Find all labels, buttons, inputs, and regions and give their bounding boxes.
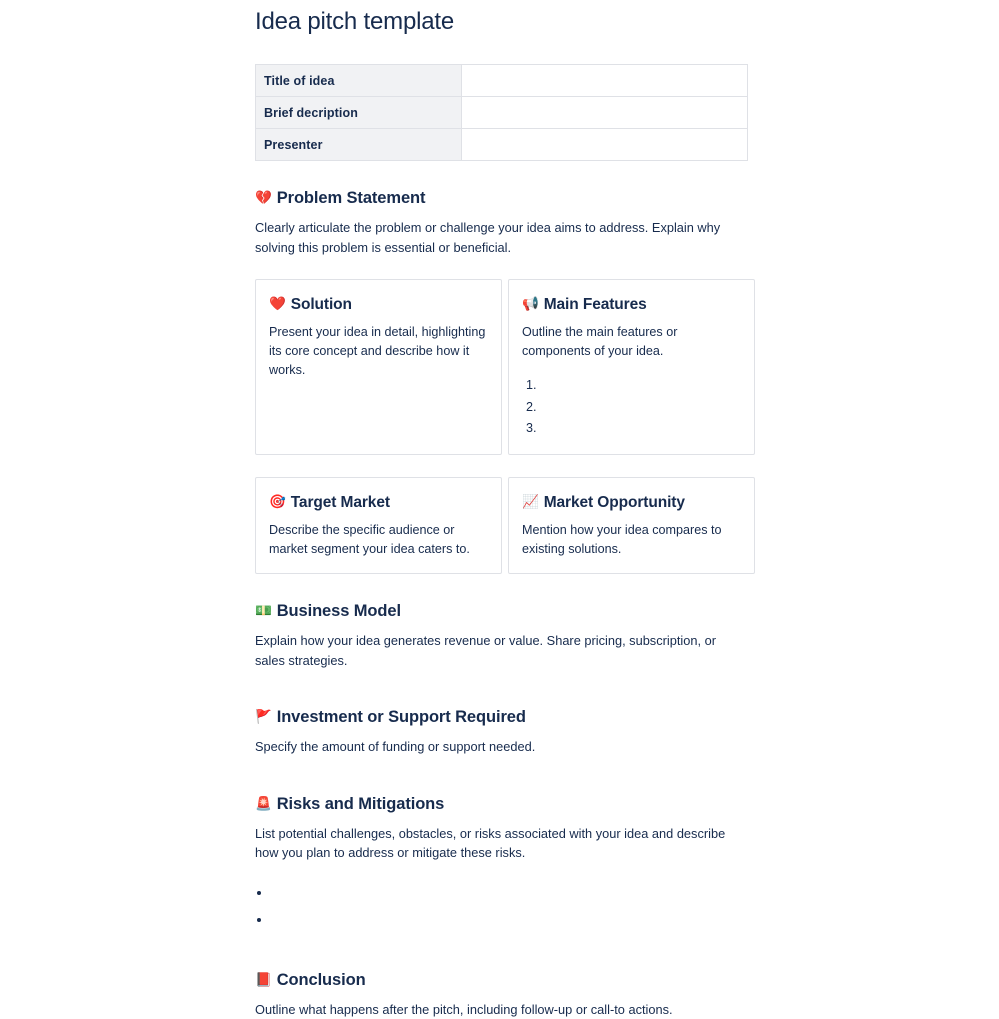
list-item[interactable]: [540, 418, 740, 440]
idea-info-table: [255, 64, 748, 161]
section-heading-text: Conclusion: [276, 970, 366, 989]
card-heading-text: Main Features: [543, 296, 647, 313]
main-features-numbered-list: [522, 375, 740, 440]
section-body-risks-and-mitigations: List potential challenges, obstacles, or risks associated with your idea and describe how you plan to address or mitigate these risks.: [255, 825, 726, 861]
table-value-brief-description[interactable]: [462, 97, 748, 129]
card-main-features: [508, 279, 755, 455]
section-conclusion: [255, 969, 755, 1019]
red-heart-icon: ❤️: [269, 296, 286, 311]
table-label-presenter: Presenter: [256, 129, 462, 161]
section-problem-statement: [255, 187, 755, 257]
section-body-problem-statement: Clearly articulate the problem or challenge your idea aims to address. Explain why solving this problem is essential or beneficial.: [255, 220, 721, 255]
section-heading-problem-statement: [255, 187, 755, 209]
card-heading-market-opportunity: [522, 492, 740, 513]
card-body-target-market: Describe the specific audience or market segment your idea caters to.: [269, 522, 470, 557]
section-heading-text: Problem Statement: [276, 189, 426, 207]
card-heading-text: Target Market: [290, 493, 390, 511]
bullseye-icon: 🎯: [269, 493, 286, 509]
broken-heart-icon: 💔: [255, 190, 272, 205]
section-heading-text: Business Model: [276, 602, 401, 621]
card-heading-solution: [269, 294, 487, 315]
card-row-market: [255, 477, 755, 574]
card-body-market-opportunity: Mention how your idea compares to existing solutions.: [522, 522, 722, 557]
spacer: [255, 757, 755, 767]
list-item[interactable]: [540, 397, 740, 419]
section-body-investment-required: Specify the amount of funding or support needed.: [255, 739, 536, 755]
card-heading-text: Market Opportunity: [543, 493, 685, 511]
page-title: Idea pitch template: [255, 8, 454, 35]
section-heading-text: Risks and Mitigations: [276, 794, 445, 813]
section-heading-risks-and-mitigations: [255, 793, 755, 815]
table-label-title-of-idea: Title of idea: [256, 65, 462, 97]
table-row: [256, 129, 748, 161]
spacer: [255, 933, 755, 943]
list-item[interactable]: [271, 906, 755, 933]
section-heading-investment-required: [255, 706, 755, 728]
closed-book-icon: 📕: [255, 971, 272, 987]
section-heading-conclusion: [255, 969, 755, 991]
police-light-icon: 🚨: [255, 795, 272, 811]
risks-bullet-list: [255, 879, 755, 933]
section-business-model: [255, 600, 755, 670]
section-body-conclusion: Outline what happens after the pitch, including follow-up or call-to actions.: [255, 1001, 673, 1017]
table-label-brief-description: Brief decription: [256, 97, 462, 129]
card-heading-target-market: [269, 492, 487, 513]
section-risks-and-mitigations: [255, 793, 755, 933]
banknote-icon: 💵: [255, 603, 272, 619]
loudspeaker-icon: 📢: [522, 296, 539, 311]
card-body-main-features: Outline the main features or components of your idea.: [522, 325, 678, 359]
card-market-opportunity: [508, 477, 755, 574]
spacer: [255, 670, 755, 680]
card-target-market: [255, 477, 502, 574]
list-item[interactable]: [540, 375, 740, 397]
idea-info-table-wrapper: [255, 64, 755, 161]
table-row: [256, 97, 748, 129]
table-value-presenter[interactable]: [462, 129, 748, 161]
section-heading-text: Investment or Support Required: [276, 708, 526, 727]
section-body-business-model: Explain how your idea generates revenue or value. Share pricing, subscription, or sales strategies.: [255, 633, 716, 668]
list-item[interactable]: [271, 879, 755, 906]
document-content-column: [255, 0, 755, 1019]
card-solution: [255, 279, 502, 455]
section-investment-required: [255, 706, 755, 757]
table-row: [256, 65, 748, 97]
card-heading-main-features: [522, 294, 740, 315]
card-row-solution-features: [255, 279, 755, 455]
table-value-title-of-idea[interactable]: [462, 65, 748, 97]
section-heading-business-model: [255, 600, 755, 622]
card-body-solution: Present your idea in detail, highlighting its core concept and describe how it works.: [269, 325, 486, 378]
triangular-flag-icon: 🚩: [255, 709, 272, 725]
chart-increasing-icon: 📈: [522, 493, 539, 509]
card-heading-text: Solution: [290, 296, 352, 313]
